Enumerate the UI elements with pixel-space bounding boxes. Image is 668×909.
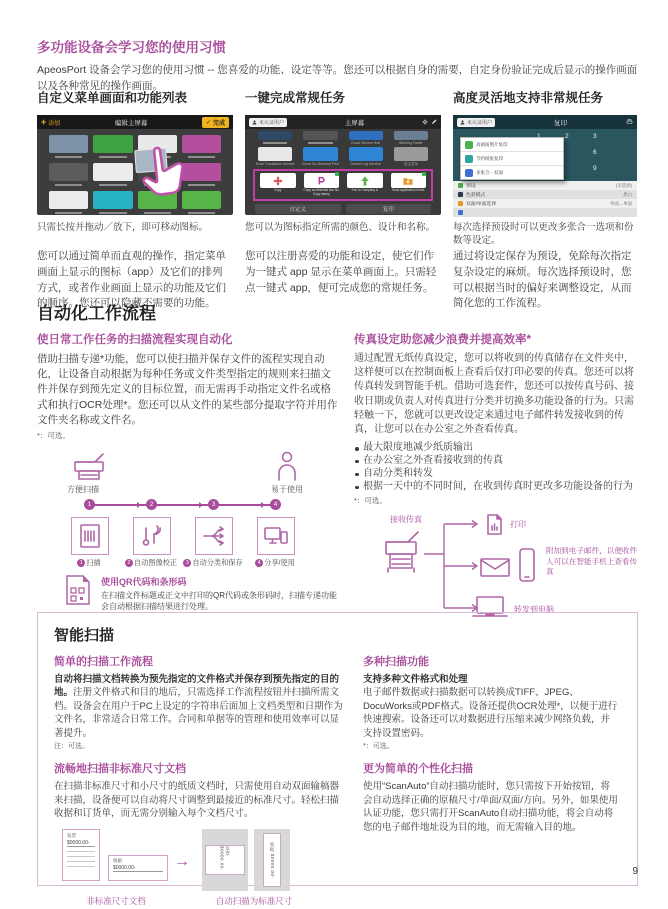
bullet-item: 自动分类和转发: [354, 468, 641, 481]
onetouch-highlight-box: [253, 169, 433, 201]
app-tile: [93, 191, 132, 214]
scan-heading: 使日常工作任务的扫描流程实现自动化: [37, 334, 233, 346]
rotated-receipt: 收据 $0000.00-: [263, 833, 281, 887]
bullet-item: 最大限度地减少纸质输出: [354, 442, 641, 455]
step-scan: [71, 517, 109, 555]
app-tile: [49, 135, 88, 158]
step-sort: [195, 517, 233, 555]
email-note: 附加到电子邮件，以便收件人可以在智能手机上查看传真: [546, 546, 638, 576]
mfp-icon: [380, 528, 422, 574]
feature-columns: [37, 88, 641, 312]
bullet-item: 根据一天中的不同时间，在收到传真时更改多功能设备的行为: [354, 481, 641, 494]
qr-text: [101, 575, 337, 612]
feature-column-presets: [453, 88, 637, 312]
devices-icon: [263, 524, 289, 548]
copy-arrows-icon: [273, 176, 283, 186]
timeline-line: [89, 504, 275, 506]
automation-title: 自动化工作流程: [37, 304, 156, 323]
sort-branch-icon: [201, 523, 227, 549]
envelope-icon: [480, 558, 510, 577]
feature-heading: 一键完成常规任务: [245, 91, 346, 105]
app-tile: Cloud Service Hub: [346, 131, 386, 145]
app-tile: [93, 163, 132, 186]
nonstandard-heading: 流畅地扫描非标准尺寸文档: [54, 763, 186, 776]
formats-footnote: *：可选。: [363, 743, 394, 751]
app-tile: Working Folder: [391, 131, 431, 145]
qr-note: [65, 575, 337, 612]
fax-body: 通过配置无纸传真设定，您可以将收到的传真储存在文件夹中，这样便可以在控制面板上查看后仅打印必要的传真。您还可以将传真转发到智能手机。借助可选套件，您还可以按传真号码、接收日期或负责人对传真进行分类并切换多功能设备的行为。只需轻触一下，您就可以更改设定来通过电子邮件转发接收到的传真，让您可以在办公室之外查看传真。: [354, 353, 634, 435]
screenshot-edit-home: [37, 115, 233, 215]
printer-icon: [626, 119, 633, 125]
fax-up-arrow-icon: [360, 176, 370, 186]
scan-body: 借助扫描专递*功能，您可以使扫描并保存文件的流程实现自动化，让设备自动根据为每种任务或文件类型指定的规则来扫描文件并保存到预先定义的目标位置，而无需再手动指定文件名或格式和执行OCR处理*。您还可以从文件的某些部分提取字符并用作文件夹名称或文件名。: [37, 353, 338, 426]
fax-footnote: *：可选。: [354, 496, 387, 506]
screenshot-caption: 您可以为图标指定所需的颜色、设计和名称。: [245, 222, 436, 233]
barcode-scan-icon: [78, 523, 102, 549]
feature-heading: 自定义菜单画面和功能列表: [37, 91, 188, 105]
formats-subheading: 支持多种文件格式和处理: [363, 674, 468, 685]
preset-option: 节约纸张复印: [461, 152, 563, 166]
setting-icon: [458, 192, 463, 197]
smart-scan-title: 智能扫描: [54, 627, 115, 644]
standard-sheet: [254, 829, 290, 891]
app-tile: Cloud On-Demand Print: [300, 147, 340, 166]
setting-icon: [458, 201, 463, 206]
app-tile: [49, 163, 88, 186]
receipt-document: 收据 $0000.00-: [108, 855, 168, 881]
preset-dropdown: [460, 137, 564, 180]
bullet-item: 在办公室之外查看接收到的传真: [354, 455, 641, 468]
app-tile: [255, 131, 295, 145]
scan-automation-column: [37, 331, 339, 622]
screenshot-caption: 每次选择预设时可以更改多张合一选项和份数等设定。: [453, 222, 634, 247]
header-icons: [626, 119, 633, 125]
smart-scan-columns: [54, 653, 621, 909]
onetouch-tile-scanforms: Scan application forms: [389, 173, 429, 197]
arrowhead-icon: [199, 502, 203, 508]
pen-icon: [431, 119, 437, 125]
rotated-invoice: 发票 $0000.00-: [205, 845, 245, 875]
formats-body: 电子邮件数据或扫描数据可以转换成TIFF、JPEG、DocuWorks或PDF格式。设备还提供OCR处理*，以便于进行快速搜索。设备还可以对数据进行压缩来减少网络负载，并支持设置密码。: [363, 687, 618, 739]
add-label: 添加: [48, 120, 61, 127]
fax-automation-column: [354, 331, 641, 622]
onetouch-tile-confidential: Copy confidential doc No Copy stamp: [302, 173, 342, 197]
setting-icon: [458, 210, 463, 215]
screen-title: 编辑主屏幕: [114, 119, 148, 127]
standard-label: 自动扫描为标准尺寸: [215, 895, 293, 906]
nonstandard-body: 在扫描非标准尺寸和小尺寸的纸质文档时，只需使用自动双面输稿器来扫描，设备便可以自动将尺寸调整到最接近的标准尺寸。轻松扫描收据和订货单，而无需分别输入每个文档尺寸。: [54, 781, 340, 820]
feature-column-customize: [37, 88, 233, 312]
done-label: 完成: [212, 120, 225, 127]
add-button: [41, 117, 60, 127]
app-tile: [49, 191, 88, 214]
nonstandard-label: 非标准尺寸文档: [86, 895, 146, 906]
preset-option: 多张合一双面: [461, 166, 563, 179]
step-number: 3: [208, 499, 219, 510]
step-number: 2: [146, 499, 157, 510]
step-number: 4: [270, 499, 281, 510]
user-icon: [252, 120, 257, 125]
setting-row: 双面/单面选择 单面→单面: [453, 199, 637, 208]
feature-heading: 高度灵活地支持非常规任务: [453, 91, 604, 105]
receipts-diagram: [54, 829, 346, 909]
screen-title: 复印: [554, 119, 567, 127]
onetouch-tile-fax: Fax to Company A: [345, 173, 385, 197]
home-buttons: [245, 201, 441, 214]
user-icon: [460, 120, 465, 125]
step-label: 1 扫描: [57, 558, 121, 568]
invoice-document: 发票 $0000.00-: [62, 829, 100, 881]
preset-icon: [465, 169, 473, 177]
keypad-key: 2: [565, 133, 569, 140]
tools-icon: [140, 523, 164, 549]
step-label: 3 自动分类和保存: [181, 558, 245, 568]
arrowhead-icon: [261, 502, 265, 508]
user-badge: [457, 118, 495, 127]
step-share: [257, 517, 295, 555]
customize-button: 自定义: [255, 204, 341, 214]
app-tile: [182, 135, 221, 158]
step-label: 4 分享/使用: [243, 558, 307, 568]
screenshot-home: [245, 115, 441, 215]
arrowhead-icon: [137, 502, 141, 508]
header-icons: [422, 119, 437, 125]
keypad-key: 9: [593, 165, 597, 172]
badge-dot: [335, 172, 339, 176]
done-button: [202, 117, 229, 128]
qr-body: 在扫描文件标题或正文中打印的QR代码或条形码时，扫描专递功能会自动根据扫描结果进行处理。: [101, 591, 337, 612]
setting-row-cut: [453, 208, 637, 217]
qr-document-icon: [65, 575, 91, 605]
screen-header: [245, 115, 441, 129]
fax-bullet-list: [354, 442, 641, 493]
workflow-lead: 自动将扫描文档转换为预先指定的文件格式并保存到预先指定的目的地。: [54, 674, 340, 699]
fax-source-label: 接收传真: [390, 515, 422, 525]
print-document-icon: [486, 514, 503, 535]
page-number: 9: [632, 866, 638, 877]
screenshot-caption: 只需长按并拖动／放下，即可移动图标。: [37, 222, 209, 233]
smart-left-column: [54, 653, 346, 909]
plus-icon: +: [41, 117, 47, 127]
check-icon: ✓: [205, 119, 211, 126]
screen-header: [37, 115, 233, 129]
user-badge: [249, 118, 287, 127]
app-icon-grid: [37, 129, 233, 218]
app-tile: Device Log Service: [346, 147, 386, 166]
smart-scan-box: [37, 612, 638, 906]
user-label: 未认证用户: [259, 119, 285, 126]
setting-icon: [458, 183, 463, 188]
step-number: 1: [84, 499, 95, 510]
copy-button: 复印: [346, 204, 432, 214]
keypad-key: 6: [593, 149, 597, 156]
preset-option: 高画质照片复印: [461, 138, 563, 152]
app-tile: Scan Translation Service: [255, 147, 295, 166]
qr-title: 使用QR代码和条形码: [101, 577, 187, 588]
standard-sheet: [202, 829, 248, 891]
workflow-heading: 简单的扫描工作流程: [54, 656, 153, 668]
smartphone-icon: [518, 548, 536, 582]
workflow-body: 自动将扫描文档转换为预先指定的文件格式并保存到预先指定的目的地。注册文件格式和目的地后，只需选择工作流程按钮并扫描所需文档。设备会在用户于PC上设定的字符串后面加上文档类型和日期作为文件名，非常适合日常工作。合同和单据等的管理和使用效率可以显著提升。: [54, 674, 343, 739]
onetouch-tile-copy: Copy: [258, 173, 298, 197]
formats-heading: 多种扫描功能: [363, 656, 429, 668]
flow-left-label: 方便扫描: [67, 485, 99, 495]
scanner-icon: [71, 451, 107, 481]
fax-flow-diagram: [354, 514, 641, 622]
feature-body: 您可以注册喜爱的功能和设定，使它们作为一键式 app 显示在菜单画面上。只需轻点一键式 app，便可完成您的常规任务。: [245, 250, 437, 294]
hand-cursor-icon: [135, 140, 191, 204]
workflow-footnote: 注：可选。: [54, 743, 89, 751]
automation-columns: [37, 331, 641, 622]
scanauto-body: 使用“ScanAuto”自动扫描功能时，您只需按下开始按钮，将会自动选择正确的原稿尺寸/单面/双面/方向。另外，如果使用认证功能，您只需打开ScanAuto自动扫描功能，将会自动将您的电子邮件地址设为目的地，而无需输入目的地。: [363, 781, 618, 833]
scanauto-heading: 更为简单的个性化扫描: [363, 763, 473, 776]
arrow-icon: →: [174, 852, 190, 870]
scan-flow-diagram: [37, 451, 339, 612]
intro-paragraph: ApeosPort 设备会学习您的使用习惯 -- 您喜爱的功能、设定等等。您还可以根据自身的需要，自定身份验证完成后显示的操作画面以及各种常见的操作画面。: [37, 64, 638, 92]
screenshot-copy: [453, 115, 637, 215]
user-label: 未认证用户: [467, 119, 493, 126]
feature-body: 您可以通过简单而直观的操作，指定菜单画面上显示的图标（app）及它们的排列方式，或者作业画面上显示的功能及它们的顺序。您还可以隐藏不需要的功能。: [37, 250, 226, 310]
smart-right-column: [363, 653, 619, 909]
app-row: [245, 145, 441, 166]
scan-footnote: *：可选。: [37, 431, 70, 441]
pc-forward-label: 转发到电脑: [514, 605, 554, 615]
gear-icon: [422, 119, 428, 125]
intro-title: 多功能设备会学习您的使用习惯: [37, 40, 226, 55]
keypad-key: 3: [593, 133, 597, 140]
app-tile: [93, 135, 132, 158]
app-row-cut: [245, 129, 441, 145]
screen-title: 主屏幕: [344, 119, 365, 127]
copy-screen-body: [453, 129, 637, 215]
badge-dot: [422, 172, 426, 176]
screen-header: [453, 115, 637, 129]
preset-icon: [465, 155, 473, 163]
app-tile: 设定菜单: [391, 147, 431, 166]
settings-list: [453, 181, 637, 217]
folder-download-icon: [403, 176, 413, 186]
fax-heading: 传真设定助您减少浪费并提高效率*: [354, 334, 531, 346]
step-correct: [133, 517, 171, 555]
feature-body: 通过将设定保存为预设，免除每次指定复杂设定的麻烦。每次选择预设时，您可以根据当时的偏好来调整设定，从而简化您的工作流程。: [453, 250, 632, 310]
person-icon: [275, 451, 299, 481]
step-label: 2 自动图像校正: [119, 558, 183, 568]
setting-row: 色彩模式 黑白: [453, 190, 637, 199]
feature-column-onetouch: [245, 88, 441, 312]
preset-icon: [465, 141, 473, 149]
flow-right-label: 易于使用: [271, 485, 303, 495]
print-label: 打印: [510, 520, 526, 530]
app-tile: [300, 131, 340, 145]
intro-section: [37, 36, 638, 95]
setting-row: 预设 (未选择): [453, 181, 637, 190]
confidential-p-icon: [316, 176, 326, 186]
